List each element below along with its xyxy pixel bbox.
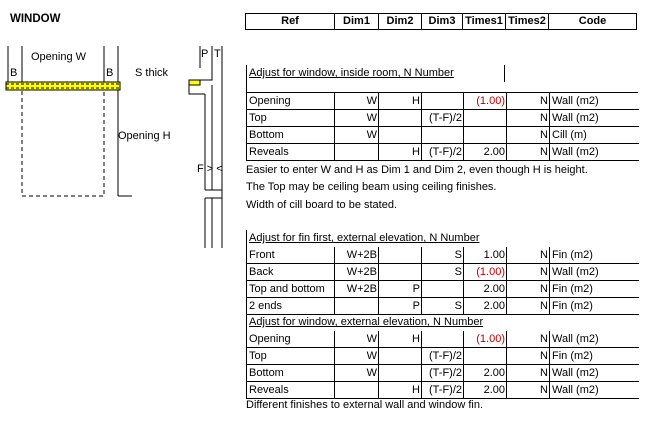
cell-dim1: W xyxy=(334,348,379,365)
cell-times1: 2.00 xyxy=(463,281,507,298)
cell-dim2: H xyxy=(378,144,422,161)
cell-times2: N xyxy=(506,382,550,399)
cell-code: Fin (m2) xyxy=(549,247,639,264)
cell-dim3 xyxy=(421,127,464,144)
cell-times1 xyxy=(463,348,507,365)
cell-times1: (1.00) xyxy=(463,331,507,348)
cell-times1: 2.00 xyxy=(463,144,507,161)
cell-dim2: P xyxy=(378,298,422,315)
cell-dim2 xyxy=(378,264,422,281)
cell-ref: Top and bottom xyxy=(246,281,335,298)
cell-times2: N xyxy=(506,281,550,298)
cell-dim3: S xyxy=(421,247,464,264)
cell-dim3: (T-F)/2 xyxy=(421,348,464,365)
cell-times2: N xyxy=(506,348,550,365)
cell-dim3 xyxy=(421,331,464,348)
header-dim3: Dim3 xyxy=(421,13,463,30)
cell-dim1: W xyxy=(334,110,379,127)
cell-times2: N xyxy=(506,247,550,264)
cell-times2: N xyxy=(506,264,550,281)
cell-dim3 xyxy=(421,93,464,110)
cell-dim1 xyxy=(334,298,379,315)
cell-times1: (1.00) xyxy=(463,264,507,281)
cell-dim2 xyxy=(378,365,422,382)
cell-times1: (1.00) xyxy=(463,93,507,110)
cell-dim3 xyxy=(421,281,464,298)
header-times1: Times1 xyxy=(462,13,506,30)
header-code: Code xyxy=(548,13,637,30)
cell-dim1: W+2B xyxy=(334,247,379,264)
b-left-label: B xyxy=(10,67,18,79)
cell-code: Fin (m2) xyxy=(549,281,639,298)
t-label: T xyxy=(214,48,221,60)
cell-ref: Reveals xyxy=(246,382,335,399)
note-3: Width of cill board to be stated. xyxy=(246,199,398,211)
cell-code: Fin (m2) xyxy=(549,298,639,315)
cell-ref: Bottom xyxy=(246,127,335,144)
cell-times2: N xyxy=(506,331,550,348)
cell-code: Wall (m2) xyxy=(549,144,639,161)
cell-dim3: (T-F)/2 xyxy=(421,110,464,127)
cell-dim2 xyxy=(378,247,422,264)
cell-times1: 2.00 xyxy=(463,382,507,399)
cell-ref: Reveals xyxy=(246,144,335,161)
cell-times2: N xyxy=(506,144,550,161)
cell-code: Cill (m) xyxy=(549,127,639,144)
f-arrow-label: F > < xyxy=(197,163,223,175)
cell-ref: Opening xyxy=(246,93,335,110)
cell-dim2 xyxy=(378,110,422,127)
cell-dim2: P xyxy=(378,281,422,298)
opening-w-label: Opening W xyxy=(31,51,87,63)
cell-dim3: S xyxy=(421,298,464,315)
cell-dim2: H xyxy=(378,382,422,399)
cell-dim3: (T-F)/2 xyxy=(421,144,464,161)
cell-code: Wall (m2) xyxy=(549,382,639,399)
cell-dim1: W+2B xyxy=(334,281,379,298)
cell-dim1: W xyxy=(334,331,379,348)
cell-times1: 2.00 xyxy=(463,365,507,382)
note-4: Different finishes to external wall and window fin. xyxy=(246,399,484,411)
cell-ref: Top xyxy=(246,110,335,127)
cell-dim1: W+2B xyxy=(334,264,379,281)
cell-dim3: (T-F)/2 xyxy=(421,365,464,382)
cell-times2: N xyxy=(506,93,550,110)
cell-dim1: W xyxy=(334,93,379,110)
cell-times1 xyxy=(463,127,507,144)
cell-ref: Opening xyxy=(246,331,335,348)
cell-code: Wall (m2) xyxy=(549,110,639,127)
cell-code: Wall (m2) xyxy=(549,331,639,348)
cell-dim1 xyxy=(334,382,379,399)
cell-ref: 2 ends xyxy=(246,298,335,315)
cell-dim2 xyxy=(378,127,422,144)
cell-ref: Bottom xyxy=(246,365,335,382)
cell-dim1 xyxy=(334,144,379,161)
header-ref: Ref xyxy=(245,13,335,30)
cell-dim1: W xyxy=(334,365,379,382)
section-heading: Adjust for window, inside room, N Number xyxy=(246,65,506,82)
b-right-label: B xyxy=(106,67,114,79)
cell-times1 xyxy=(463,110,507,127)
s-thick-label: S thick xyxy=(135,67,169,79)
header-dim1: Dim1 xyxy=(334,13,379,30)
cell-ref: Top xyxy=(246,348,335,365)
cell-code: Wall (m2) xyxy=(549,365,639,382)
cell-times1: 2.00 xyxy=(463,298,507,315)
p-label: P xyxy=(201,48,209,60)
cell-times2: N xyxy=(506,110,550,127)
cell-times2: N xyxy=(506,365,550,382)
opening-h-label: Opening H xyxy=(118,130,171,142)
section-heading: Adjust for window, external elevation, N Number xyxy=(246,314,506,331)
cell-dim3: S xyxy=(421,264,464,281)
cell-code: Fin (m2) xyxy=(549,348,639,365)
cell-ref: Back xyxy=(246,264,335,281)
cell-dim2: H xyxy=(378,331,422,348)
note-2: The Top may be ceiling beam using ceiling finishes. xyxy=(246,181,497,193)
cell-dim1: W xyxy=(334,127,379,144)
cell-times2: N xyxy=(506,298,550,315)
cell-code: Wall (m2) xyxy=(549,264,639,281)
section-heading: Adjust for fin first, external elevation, N Number xyxy=(246,230,506,247)
cell-code: Wall (m2) xyxy=(549,93,639,110)
cell-dim2 xyxy=(378,348,422,365)
header-times2: Times2 xyxy=(505,13,549,30)
cell-ref: Front xyxy=(246,247,335,264)
cell-dim3: (T-F)/2 xyxy=(421,382,464,399)
note-1: Easier to enter W and H as Dim 1 and Dim 2, even though H is height. xyxy=(246,164,588,176)
header-dim2: Dim2 xyxy=(378,13,422,30)
cell-times2: N xyxy=(506,127,550,144)
page-title: WINDOW xyxy=(10,13,61,25)
cell-dim2: H xyxy=(378,93,422,110)
cell-times1: 1.00 xyxy=(463,247,507,264)
